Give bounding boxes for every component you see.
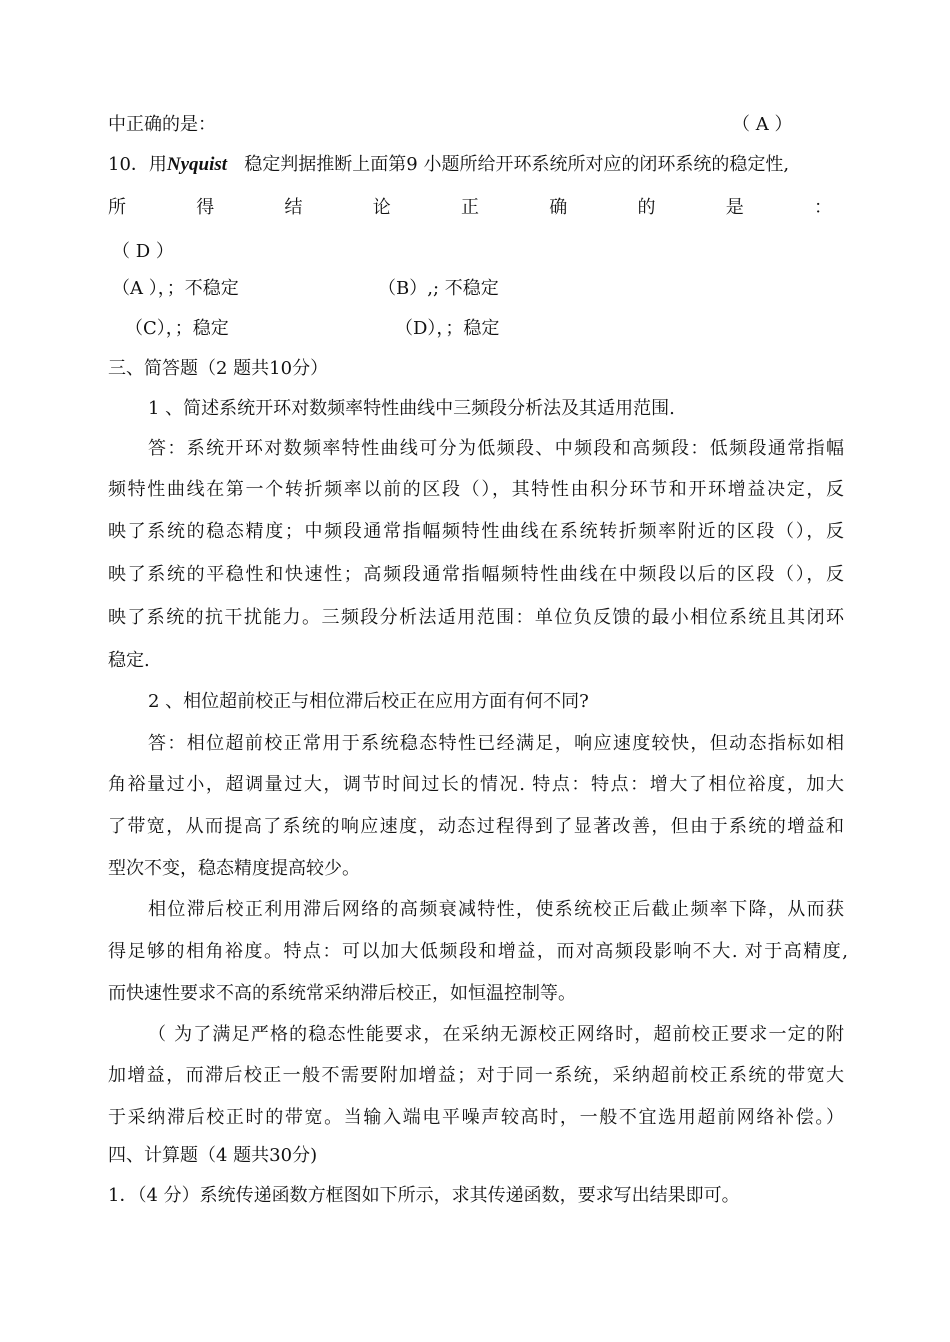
answer-2-line: 型次不变，稳态精度提高较少。 — [108, 858, 360, 879]
answer-2c-line: 加增益，而滞后校正一般不需要附加增益；对于同一系统，采纳超前校正系统的带宽大 — [108, 1065, 844, 1086]
answer-2b-line: 而快速性要求不高的系统常采纳滞后校正，如恒温控制等。 — [108, 983, 576, 1004]
spread-char: 正 — [461, 197, 479, 218]
answer-2b-line: 得足够的相角裕度。特点：可以加大低频段和增益，而对高频段影响不大. 对于高精度, — [108, 941, 848, 962]
sec3-question-1: 1 、简述系统开环对数频率特性曲线中三频段分析法及其适用范围. — [148, 398, 675, 419]
spread-char: 所 — [108, 197, 126, 218]
spread-char: 的 — [637, 197, 656, 218]
answer-2b-line: 相位滞后校正利用滞后网络的高频衰减特性，使系统校正后截止频率下降，从而获 — [148, 899, 844, 920]
q10-option-d: （D），；稳定 — [395, 318, 500, 339]
sec4-question-1: 1．（4 分）系统传递函数方框图如下所示，求其传递函数，要求写出结果即可。 — [108, 1185, 740, 1206]
spread-char: 论 — [372, 197, 391, 218]
answer-2c-line: （ 为了满足严格的稳态性能要求，在采纳无源校正网络时，超前校正要求一定的附 — [148, 1024, 844, 1045]
answer-2-line: 答：相位超前校正常用于系统稳态特性已经满足，响应速度较快，但动态指标如相 — [148, 733, 844, 754]
answer-1-line: 频特性曲线在第一个转折频率以前的区段（），其特性由积分环节和开环增益决定，反 — [108, 479, 844, 500]
q10-answer: （ D ） — [112, 241, 174, 262]
answer-1-line: 稳定. — [108, 650, 150, 671]
spread-char: ： — [814, 197, 832, 218]
spread-char: 得 — [196, 197, 215, 218]
spread-char: 结 — [284, 197, 303, 218]
q10-spread-line — [108, 196, 832, 220]
answer-1-line: 映了系统的平稳性和快速性；高频段通常指幅频特性曲线在中频段以后的区段（），反 — [108, 564, 844, 585]
section-4-title: 四、计算题（4 题共30分) — [108, 1145, 318, 1166]
q9-answer: （ A ） — [732, 114, 793, 135]
q10-option-c: （C），；稳定 — [125, 318, 229, 339]
q10-rest: 稳定判据推断上面第9 小题所给开环系统所对应的闭环系统的稳定性, — [244, 154, 790, 175]
q10-prefix: 10．用 — [108, 154, 167, 175]
spread-char: 确 — [549, 197, 568, 218]
answer-1-line: 映了系统的稳态精度；中频段通常指幅频特性曲线在系统转折频率附近的区段（），反 — [108, 521, 844, 542]
answer-1-line: 答：系统开环对数频率特性曲线可分为低频段、中频段和高频段：低频段通常指幅 — [148, 438, 844, 459]
section-3-title: 三、简答题（2 题共10分） — [108, 358, 329, 379]
answer-2c-line: 于采纳滞后校正时的带宽。当输入端电平噪声较高时，一般不宜选用超前网络补偿。） — [108, 1107, 844, 1128]
q10-option-a: （A ），；不稳定 — [112, 278, 239, 299]
answer-2-line: 角裕量过小，超调量过大，调节时间过长的情况. 特点：特点：增大了相位裕度，加大 — [108, 774, 844, 795]
q10-line — [108, 153, 789, 177]
q10-option-b: （B）,; 不稳定 — [378, 278, 499, 299]
nyquist-term: Nyquist — [166, 154, 228, 175]
answer-1-line: 映了系统的抗干扰能力。三频段分析法适用范围：单位负反馈的最小相位系统且其闭环 — [108, 607, 844, 628]
spread-char: 是 — [725, 197, 744, 218]
answer-2-line: 了带宽，从而提高了系统的响应速度，动态过程得到了显著改善，但由于系统的增益和 — [108, 816, 844, 837]
q9-tail-text: 中正确的是： — [108, 114, 216, 135]
sec3-question-2: 2 、相位超前校正与相位滞后校正在应用方面有何不同? — [148, 691, 589, 712]
